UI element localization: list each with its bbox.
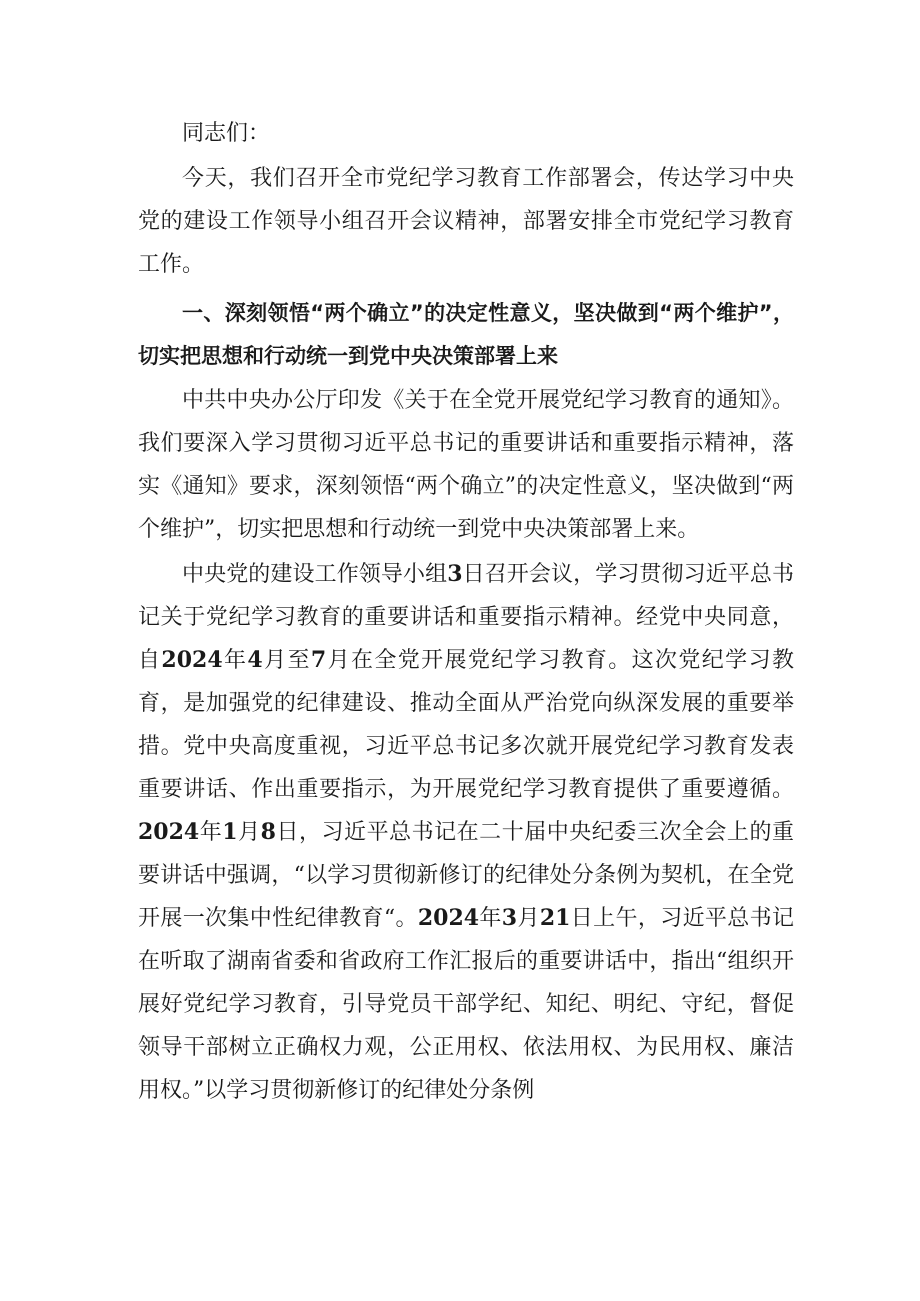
text-segment: 月在全党开展党纪学习教育。这次党纪学习教育，是加强党的纪律建设、推动全面从严治党向纵深发展的重要举措。党中央高度重视，习近平总书记多次就开展党纪学习教育发表重要讲话、作出重要指示，为开展党纪学习教育提供了重要遵循。 [138,648,794,802]
number-segment: 3 [501,905,518,931]
number-segment: 2024 [417,905,480,931]
text-segment: 月至 [262,648,311,673]
number-segment: 3 [447,561,463,587]
text-segment: 年 [199,820,223,845]
paragraph-notice: 中共中央办公厅印发《关于在全党开展党纪学习教育的通知》。我们要深入学习贯彻习近平总书记的重要讲话和重要指示精神，落实《通知》要求，深刻领悟“两个确立”的决定性意义，坚决做到“两个维护”，切实把思想和行动统一到党中央决策部署上来。 [138,388,794,542]
text-segment: 月 [237,820,261,845]
text-segment: 日上午，习近平总书记在听取了湖南省委和省政府工作汇报后的重要讲话中，指出“组织开展好党纪学习教育，引导党员干部学纪、知纪、明纪、守纪，督促领导干部树立正确权力观，公正用权、依法用权、为民用权、廉洁用权。”以学习贯彻新修订的纪律处分条例 [138,906,794,1103]
salutation: 同志们： [182,121,271,146]
number-segment: 1 [222,819,238,845]
text-segment: 月 [517,906,540,931]
text-segment: 年 [479,906,502,931]
number-segment: 7 [310,647,327,673]
section-heading: 一、深刻领悟“两个确立”的决定性意义，坚决做到“两个维护”，切实把思想和行动统一到党中央决策部署上来 [138,301,794,368]
text-segment: 中央党的建设工作领导小组 [182,562,448,587]
text-segment: 日，习近平总书记在二十届中央纪委三次全会上的重要讲话中强调，“以学习贯彻新修订的纪律处分条例为契机，在全党开展一次集中性纪律教育“。 [138,820,794,931]
number-segment: 4 [247,647,263,673]
number-segment: 2024 [138,819,200,845]
text-segment: 日召开会议，学习贯彻习近平总书记关于党纪学习教育的重要讲话和重要指示精神。经党中央同意，自 [138,562,794,673]
intro-paragraph: 今天，我们召开全市党纪学习教育工作部署会，传达学习中央党的建设工作领导小组召开会议精神，部署安排全市党纪学习教育工作。 [138,166,794,277]
number-segment: 8 [260,819,276,845]
text-segment: 年 [222,648,248,673]
document-body [138,112,794,1114]
number-segment: 21 [539,905,571,931]
paragraph-meeting [138,553,794,1112]
number-segment: 2024 [161,647,223,673]
